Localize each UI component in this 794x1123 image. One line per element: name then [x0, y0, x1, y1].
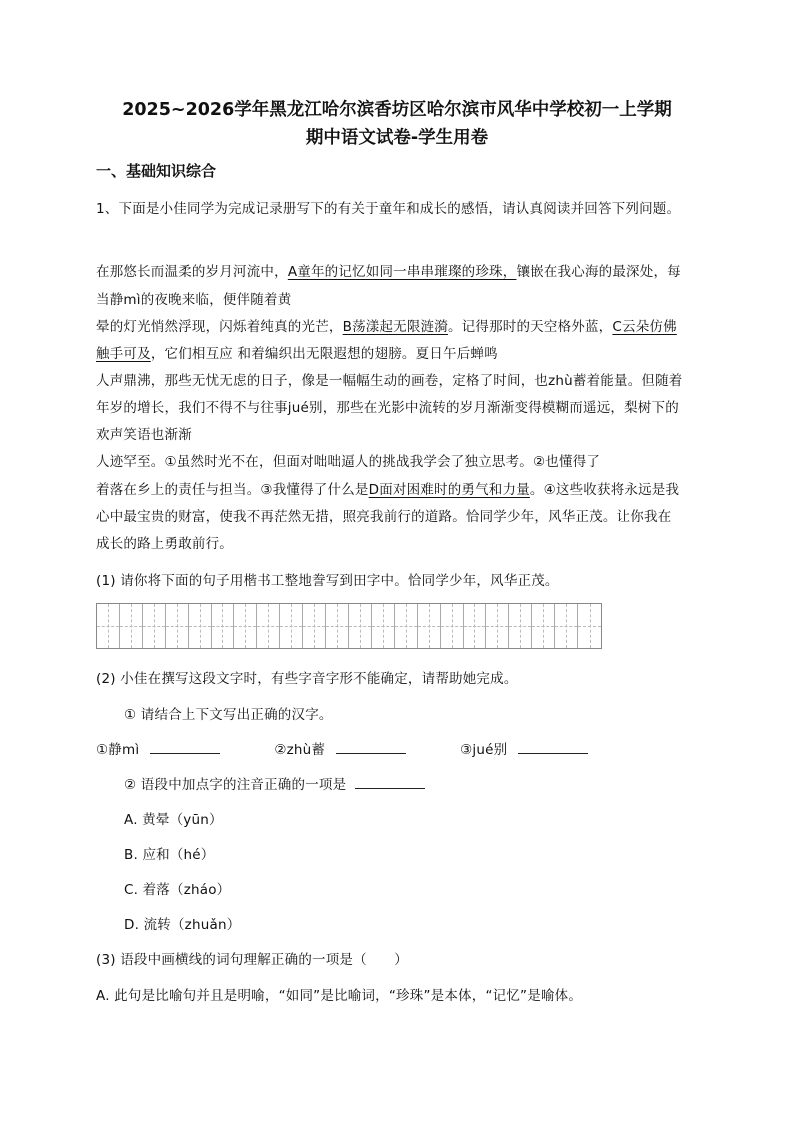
- answer-blank-4[interactable]: [355, 774, 425, 789]
- page-title: [60, 96, 734, 152]
- title-line-2: 期中语文试卷-学生用卷: [305, 128, 489, 148]
- passage-line: 人声鼎沸，那些无忧无虑的日子，像是一幅幅生动的画卷，定格了时间，也zhù蓄着能量。但随着: [96, 373, 683, 389]
- underlined-phrase-c: C云朵仿佛: [612, 319, 677, 335]
- grid-cell[interactable]: [143, 604, 166, 648]
- underlined-phrase-d: D面对困难时的勇气和力量: [368, 482, 530, 498]
- passage-line: 心中最宝贵的财富，使我不再茫然无措，照亮我前行的道路。恰同学少年，风华正茂。让你我在: [96, 509, 672, 525]
- sub-question-3: (3) 语段中画横线的词句理解正确的一项是（ ）: [96, 952, 408, 968]
- passage-text: 着落在乡上的责任与担当。③我懂得了什么是: [96, 482, 369, 498]
- blank-row: [96, 738, 588, 758]
- answer-blank-1[interactable]: [150, 739, 220, 754]
- question-text: ② 语段中加点字的注音正确的一项是: [124, 777, 347, 793]
- passage-line: [96, 315, 677, 335]
- passage-text: 晕的灯光悄然浮现，闪烁着纯真的光芒，: [96, 319, 343, 335]
- sub-question-2-part-2: [124, 773, 425, 793]
- passage-line: 年岁的增长，我们不得不与往事jué别，那些在光影中流转的岁月渐渐变得模糊而遥远，梨树下的: [96, 400, 679, 416]
- grid-cell[interactable]: [303, 604, 326, 648]
- grid-cell[interactable]: [120, 604, 143, 648]
- answer-blank-2[interactable]: [336, 739, 406, 754]
- grid-cell[interactable]: [464, 604, 487, 648]
- passage-text: 。④这些收获将永远是我: [529, 482, 680, 498]
- grid-cell[interactable]: [166, 604, 189, 648]
- grid-cell[interactable]: [234, 604, 257, 648]
- tianzige-grid[interactable]: [96, 603, 602, 649]
- grid-cell[interactable]: [257, 604, 280, 648]
- underlined-phrase-a: A童年的记忆如同一串串璀璨的珍珠，: [287, 264, 517, 280]
- underlined-phrase-b: B荡漾起无限涟漪: [342, 319, 448, 335]
- question-intro: 1、下面是小佳同学为完成记录册写下的有关于童年和成长的感悟，请认真阅读并回答下列问题。: [96, 201, 681, 217]
- passage-text: 。记得那时的天空格外蓝，: [447, 319, 613, 335]
- title-line-1: 2025~2026学年黑龙江哈尔滨香坊区哈尔滨市风华中学校初一上学期: [122, 100, 672, 120]
- underlined-phrase-c-cont: 触手可及: [96, 346, 151, 362]
- passage-line: 欢声笑语也渐渐: [96, 427, 192, 443]
- grid-cell[interactable]: [97, 604, 120, 648]
- blank-label: ①静mì: [96, 742, 140, 758]
- grid-cell[interactable]: [395, 604, 418, 648]
- passage-line: 人迹罕至。①虽然时光不在，但面对咄咄逼人的挑战我学会了独立思考。②也懂得了: [96, 454, 601, 470]
- grid-cell[interactable]: [555, 604, 578, 648]
- sub-question-2-part-1: ① 请结合上下文写出正确的汉字。: [124, 707, 333, 723]
- passage-line: [96, 478, 679, 498]
- blank-label: ③jué别: [460, 742, 508, 758]
- grid-cell[interactable]: [372, 604, 395, 648]
- grid-cell[interactable]: [189, 604, 212, 648]
- grid-cell[interactable]: [349, 604, 372, 648]
- grid-cell[interactable]: [418, 604, 441, 648]
- option-d[interactable]: D. 流转（zhuǎn）: [124, 917, 241, 933]
- grid-cell[interactable]: [509, 604, 532, 648]
- option-a[interactable]: A. 黄晕（yūn）: [124, 812, 223, 828]
- sub-question-3-option-a[interactable]: A. 此句是比喻句并且是明喻，“如同”是比喻词，“珍珠”是本体，“记忆”是喻体。: [96, 988, 583, 1004]
- grid-cell[interactable]: [441, 604, 464, 648]
- passage-line: [96, 342, 498, 362]
- sub-question-2: (2) 小佳在撰写这段文字时，有些字音字形不能确定，请帮助她完成。: [96, 671, 518, 687]
- grid-cell[interactable]: [280, 604, 303, 648]
- grid-cell[interactable]: [212, 604, 235, 648]
- grid-cell[interactable]: [486, 604, 509, 648]
- answer-blank-3[interactable]: [518, 739, 588, 754]
- section-heading: 一、基础知识综合: [96, 162, 217, 180]
- grid-cell[interactable]: [578, 604, 601, 648]
- option-b[interactable]: B. 应和（hé）: [124, 847, 215, 863]
- passage-text: ，它们相互应 和着编织出无限遐想的翅膀。夏日午后蝉鸣: [150, 346, 498, 362]
- grid-cell[interactable]: [326, 604, 349, 648]
- passage-text: 在那悠长而温柔的岁月河流中，: [96, 264, 288, 280]
- passage-line: 成长的路上勇敢前行。: [96, 536, 233, 552]
- blank-label: ②zhù蓄: [274, 742, 326, 758]
- passage-line: [96, 260, 681, 280]
- passage-text: 镶嵌在我心海的最深处，每: [516, 264, 681, 280]
- option-c[interactable]: C. 着落（zháo）: [124, 882, 231, 898]
- grid-cell[interactable]: [532, 604, 555, 648]
- passage-line: 当静mì的夜晚来临，便伴随着黄: [96, 292, 292, 308]
- sub-question-1: (1) 请你将下面的句子用楷书工整地誊写到田字中。恰同学少年，风华正茂。: [96, 573, 559, 589]
